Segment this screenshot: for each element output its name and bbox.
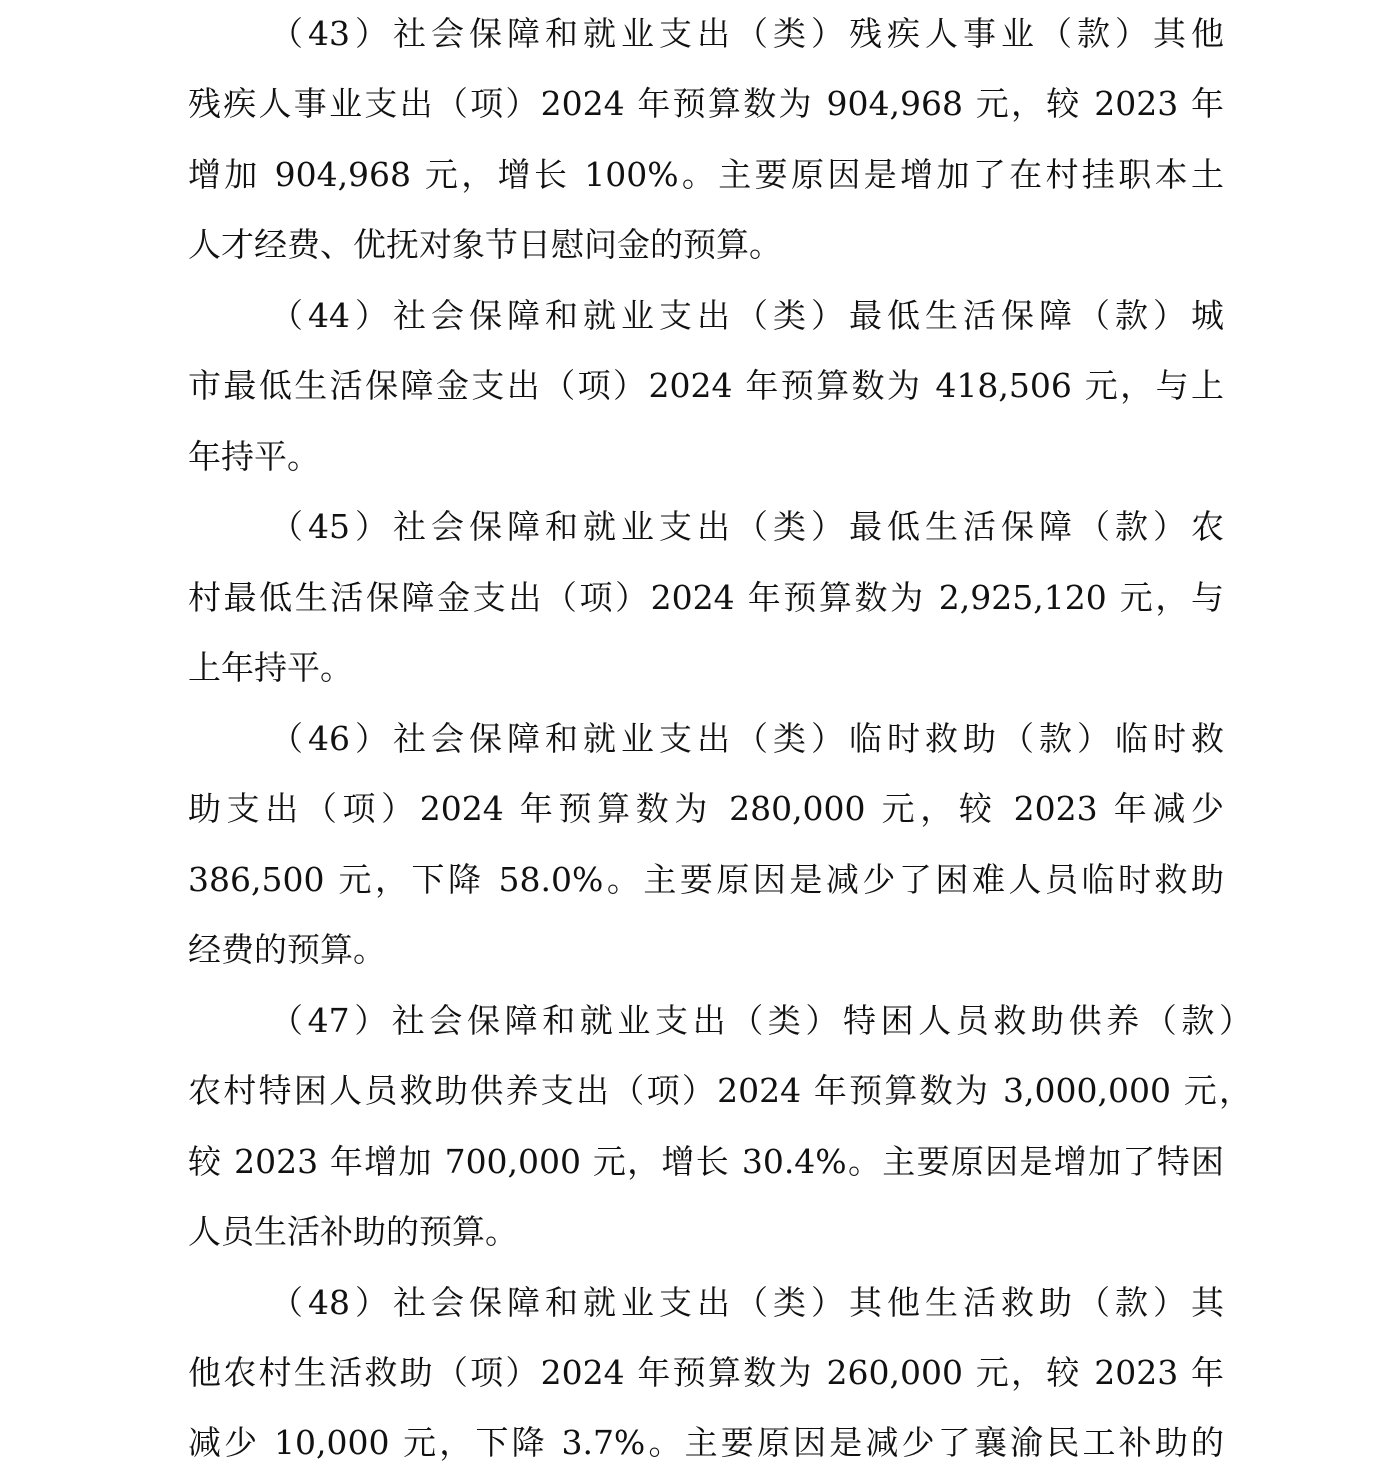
paragraph-48-line-2: 他农村生活救助（项）2024 年预算数为 260,000 元，较 2023 年 (188, 1353, 1224, 1392)
paragraph-45-line-2: 村最低生活保障金支出（项）2024 年预算数为 2,925,120 元，与 (188, 578, 1224, 617)
paragraph-46-line-2: 助支出（项）2024 年预算数为 280,000 元，较 2023 年减少 (188, 789, 1224, 828)
paragraph-46-line-3: 386,500 元，下降 58.0%。主要原因是减少了困难人员临时救助 (188, 860, 1224, 899)
paragraph-48-line-1: （48）社会保障和就业支出（类）其他生活救助（款）其 (270, 1283, 1224, 1322)
paragraph-47-line-3: 较 2023 年增加 700,000 元，增长 30.4%。主要原因是增加了特困 (188, 1142, 1224, 1181)
paragraph-45-line-3: 上年持平。 (188, 648, 353, 687)
paragraph-48-line-3: 减少 10,000 元，下降 3.7%。主要原因是减少了襄渝民工补助的 (188, 1423, 1224, 1462)
paragraph-47-line-1: （47）社会保障和就业支出（类）特困人员救助供养（款） (270, 1001, 1252, 1040)
paragraph-45-line-1: （45）社会保障和就业支出（类）最低生活保障（款）农 (270, 507, 1224, 546)
paragraph-46-line-1: （46）社会保障和就业支出（类）临时救助（款）临时救 (270, 719, 1224, 758)
paragraph-44-line-3: 年持平。 (188, 437, 320, 476)
paragraph-44-line-1: （44）社会保障和就业支出（类）最低生活保障（款）城 (270, 296, 1224, 335)
paragraph-47-line-4: 人员生活补助的预算。 (188, 1212, 518, 1251)
paragraph-43-line-1: （43）社会保障和就业支出（类）残疾人事业（款）其他 (270, 14, 1224, 53)
paragraph-44-line-2: 市最低生活保障金支出（项）2024 年预算数为 418,506 元，与上 (188, 366, 1224, 405)
paragraph-46-line-4: 经费的预算。 (188, 930, 386, 969)
paragraph-47-line-2: 农村特困人员救助供养支出（项）2024 年预算数为 3,000,000 元， (188, 1071, 1252, 1110)
paragraph-43-line-2: 残疾人事业支出（项）2024 年预算数为 904,968 元，较 2023 年 (188, 84, 1224, 123)
paragraph-43-line-4: 人才经费、优抚对象节日慰问金的预算。 (188, 225, 782, 264)
paragraph-43-line-3: 增加 904,968 元，增长 100%。主要原因是增加了在村挂职本土 (188, 155, 1224, 194)
